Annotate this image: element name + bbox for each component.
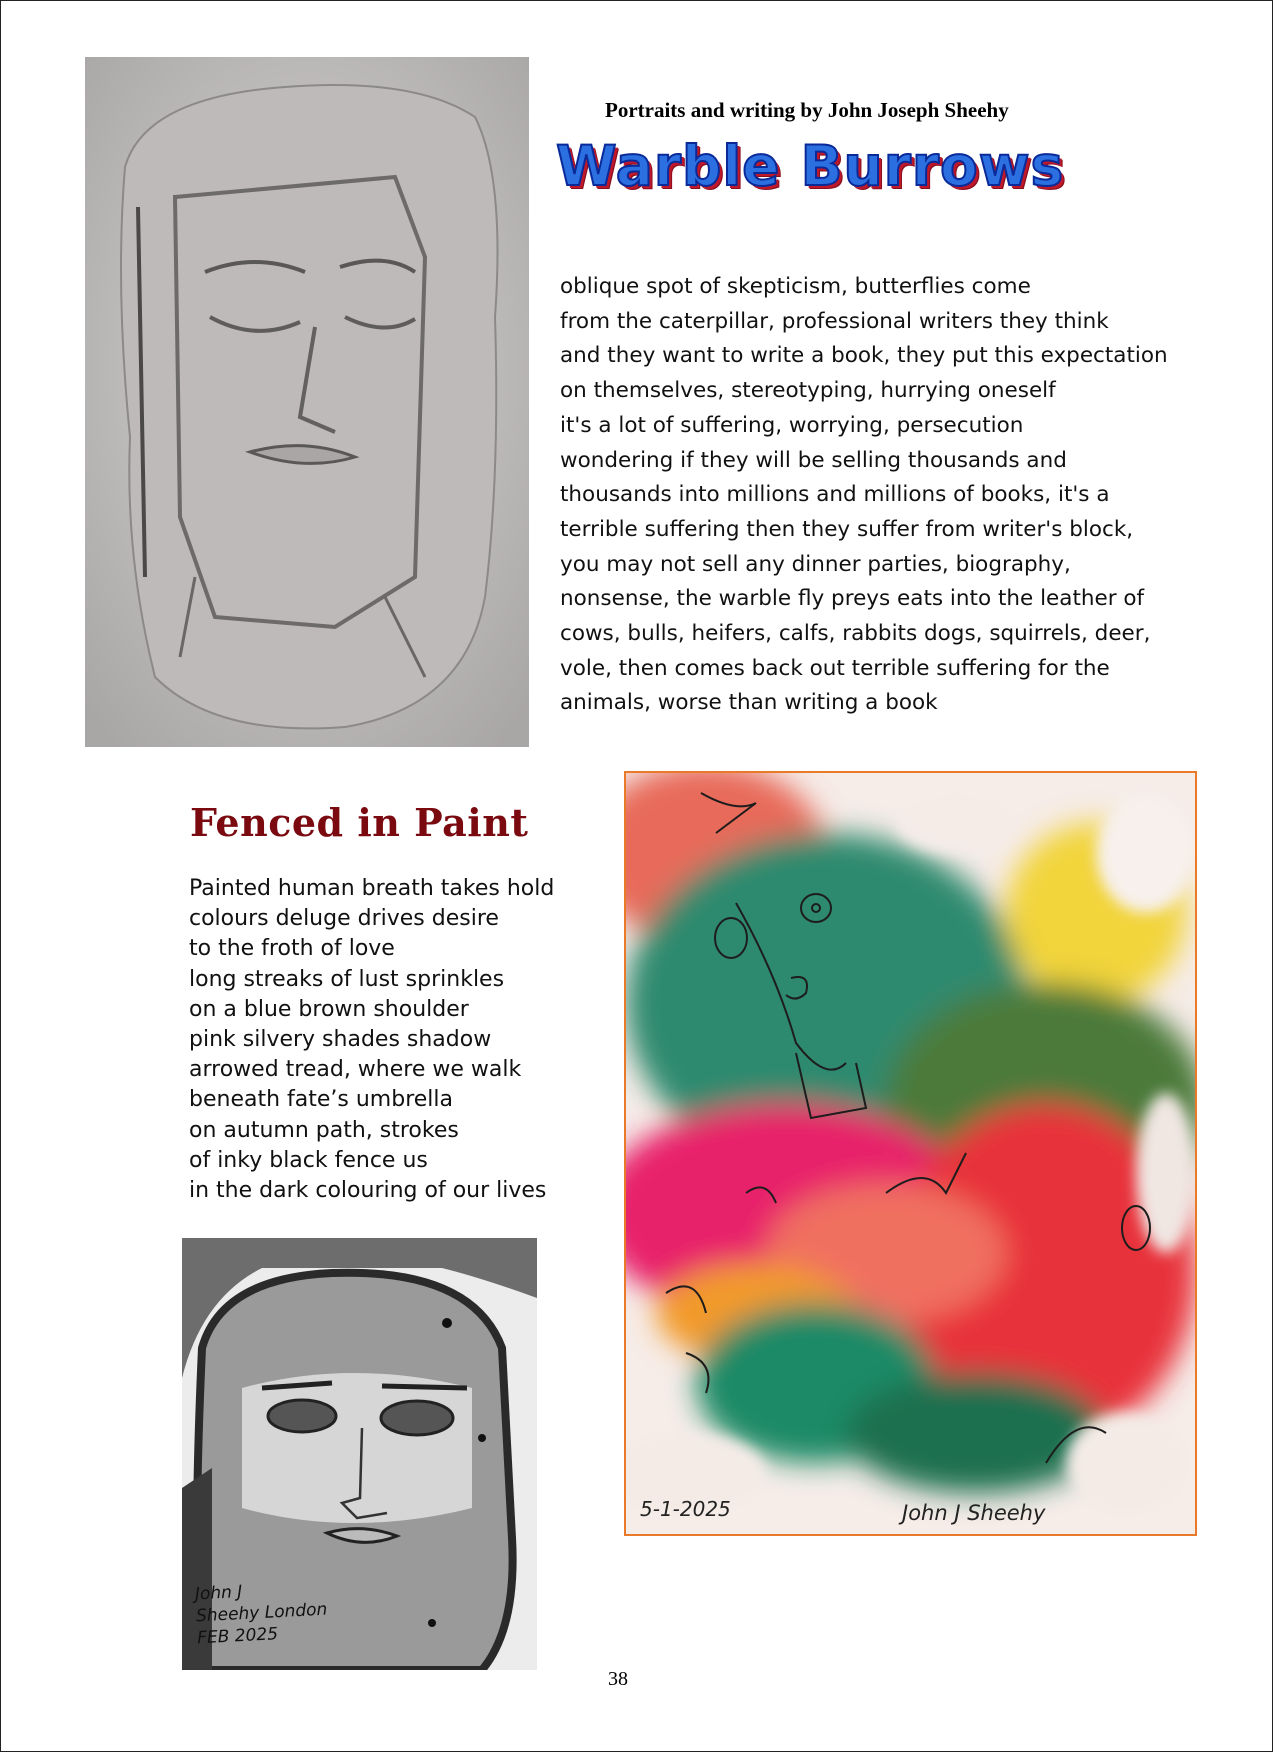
poem-line: in the dark colouring of our lives [189,1178,547,1204]
painting-date: 5-1-2025 [640,1497,731,1521]
text-line: it's a lot of suffering, worrying, persecution [560,412,1024,438]
poem-line: Painted human breath takes hold [189,876,555,901]
text-line: and they want to write a book, they put this expectation [560,343,1168,369]
signature-line: Sheehy London [195,1599,328,1627]
charcoal-portrait-photo [182,1238,537,1670]
charcoal-signature [194,1577,329,1650]
text-line: wondering if they will be selling thousands and [560,447,1067,473]
signature-line: FEB 2025 [196,1624,279,1649]
warble-burrows-title: Warble Burrows [556,134,1065,198]
poem-line: long streaks of lust sprinkles [189,966,505,992]
text-line: from the caterpillar, professional writers they think [560,308,1109,334]
byline: Portraits and writing by John Joseph Sheehy [605,98,1009,122]
poem-line: pink silvery shades shadow [189,1027,492,1053]
poem-line: of inky black fence us [189,1147,428,1173]
clay-portrait-photo [85,57,529,747]
text-line: cows, bulls, heifers, calfs, rabbits dogs, squirrels, deer, [560,621,1151,647]
text-line: terrible suffering then they suffer from writer's block, [560,516,1134,542]
painting-photo [624,771,1197,1536]
text-line: oblique spot of skepticism, butterflies come [560,274,1031,299]
painting-signature: John J Sheehy [902,1501,1046,1525]
text-line: animals, worse than writing a book [560,690,938,716]
text-line: thousands into millions and millions of books, it's a [560,482,1110,508]
poem-line: colours deluge drives desire [189,906,499,932]
page-number: 38 [608,1668,628,1690]
signature-line: John J [194,1582,243,1605]
poem-line: on autumn path, strokes [189,1117,459,1143]
fenced-in-paint-poem [189,874,609,1206]
text-line: nonsense, the warble fly preys eats into the leather of [560,586,1145,612]
poem-line: beneath fate’s umbrella [189,1087,453,1113]
poem-line: to the froth of love [189,936,395,962]
warble-burrows-text [560,270,1250,721]
text-line: vole, then comes back out terrible suffering for the [560,655,1110,681]
poem-line: arrowed tread, where we walk [189,1057,522,1083]
text-line: on themselves, stereotyping, hurrying oneself [560,378,1056,404]
fenced-in-paint-title: Fenced in Paint [190,800,529,845]
poem-line: on a blue brown shoulder [189,996,469,1022]
text-line: you may not sell any dinner parties, biography, [560,551,1071,577]
